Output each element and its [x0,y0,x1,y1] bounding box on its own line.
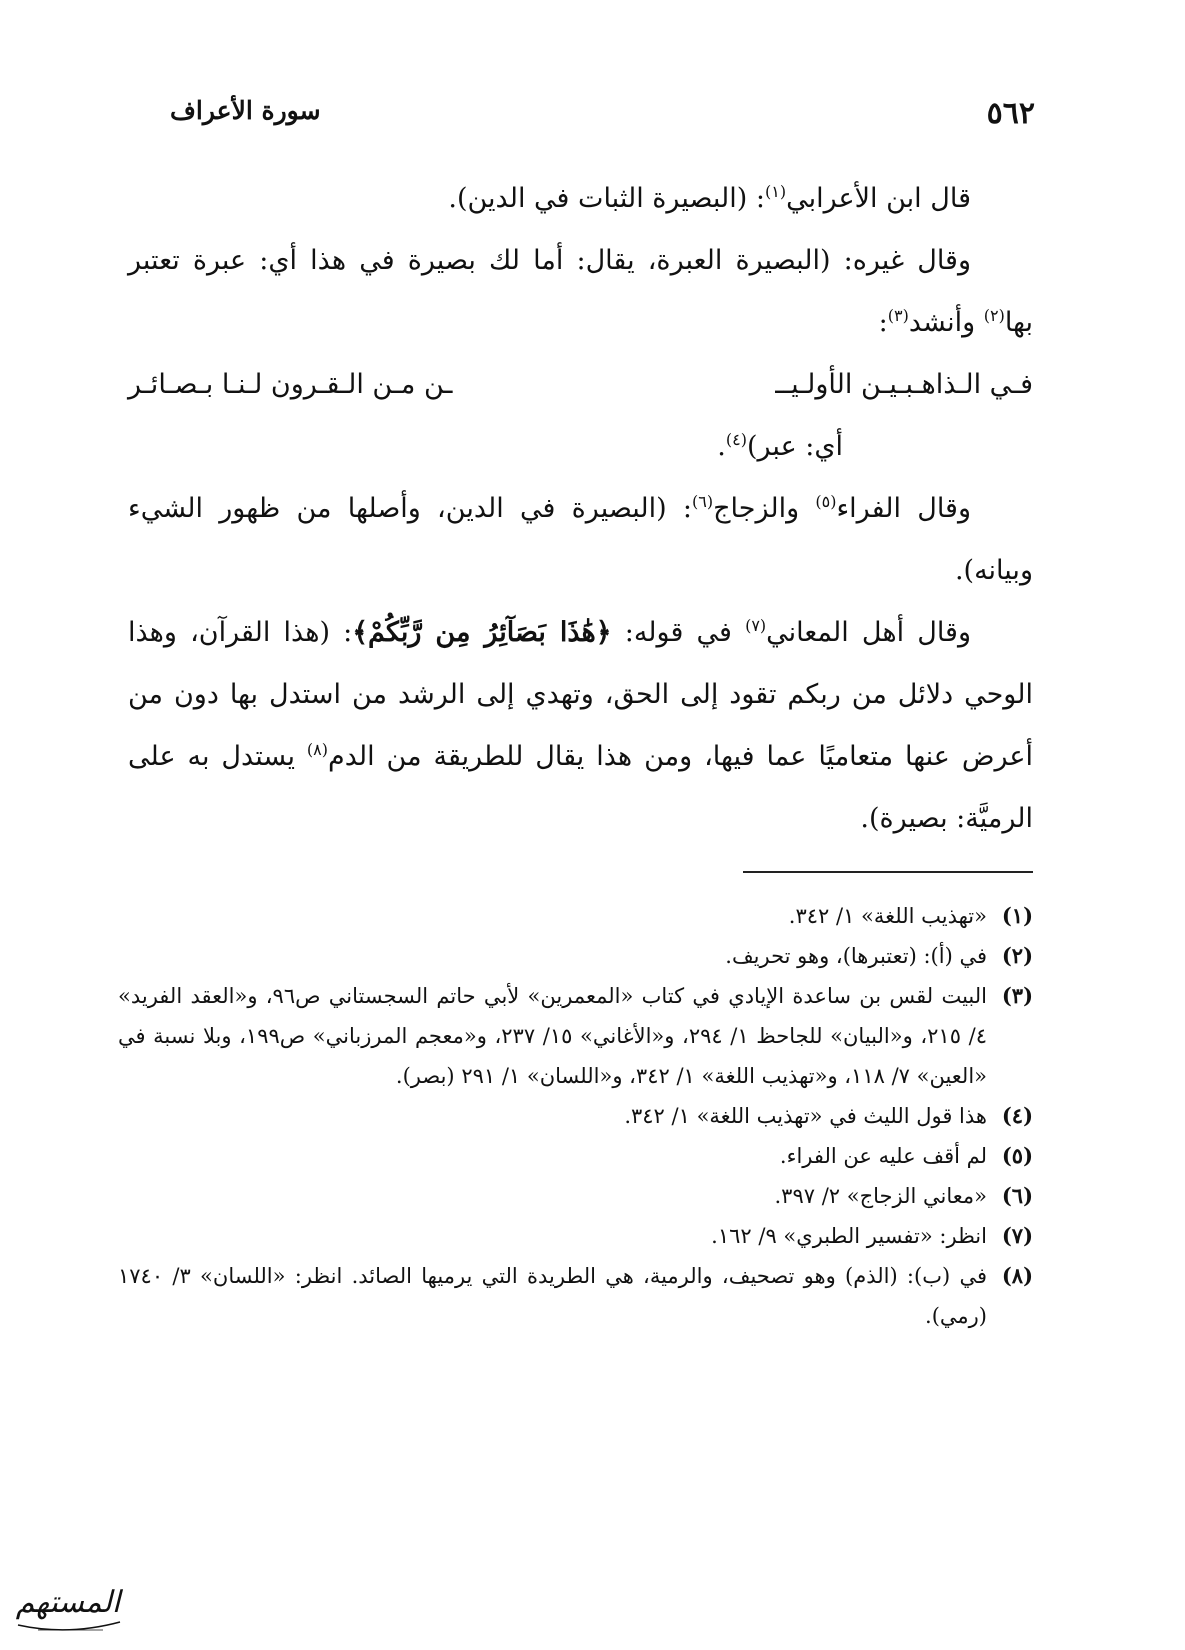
text-segment: والزجاج [713,493,816,524]
footnote-number: (٢) [1001,943,1033,968]
text-segment: قال ابن الأعرابي [786,183,971,214]
footnote-ref: (٥) [815,492,837,511]
calligraphy-logo [8,1570,128,1640]
footnote-text: لم أقف عليه عن الفراء. [779,1144,987,1168]
paragraph-3 [128,478,1033,602]
page-header [150,96,1035,136]
footnote-ref: (٨) [306,740,328,759]
page-number: ٥٦٢ [986,96,1035,131]
footnote-ref: (٢) [983,306,1005,325]
text-segment: . [717,431,726,462]
text-segment: في قوله: [611,617,746,648]
quran-verse: ﴿هَٰذَا بَصَآئِرُ مِن رَّبِّكُمْ﴾ [352,617,612,648]
paragraph-4 [128,602,1033,850]
text-segment: وقال الفراء [836,493,971,524]
text-segment: يستدل به على الرميَّة: بصيرة). [128,741,1033,834]
footnote-2 [118,936,1033,976]
footnote-number: (٦) [1001,1183,1033,1208]
footnote-number: (٣) [1001,983,1033,1008]
footnote-number: (٤) [1001,1103,1033,1128]
footnotes [118,896,1033,1336]
footnote-1 [118,896,1033,936]
footnote-6 [118,1176,1033,1216]
text-segment: : [878,307,888,338]
paragraph-2 [128,230,1033,354]
footnote-ref: (٣) [887,306,909,325]
surah-title: سورة الأعراف [170,96,321,125]
text-segment: وقال أهل المعاني [766,617,971,648]
footnote-number: (٥) [1001,1143,1033,1168]
text-segment: : (البصيرة في الدين، وأصلها من ظهور الشيء وبيانه). [128,493,1033,586]
footnote-3 [118,976,1033,1096]
footnote-5 [118,1136,1033,1176]
footnote-number: (٨) [1001,1263,1033,1288]
footnote-4 [118,1096,1033,1136]
footnote-ref: (٧) [745,616,767,635]
footnote-text: في (ب): (الذم) وهو تصحيف، والرمية، هي الطريدة التي يرميها الصائد. انظر: «اللسان» ٣/ ١٧٤٠ (رمي). [118,1264,987,1328]
footnote-text: البيت لقس بن ساعدة الإيادي في كتاب «المعمرين» لأبي حاتم السجستاني ص٩٦، و«العقد الفريد» ٤/ ٢١٥، و«البيان» للجاحظ ١/ ٢٩٤، و«الأغاني» ١٥/ ٢٣٧، و«معجم المرزباني» ص١٩٩، وبلا نسبة في «العين» ٧/ ١١٨، و«تهذيب اللغة» ١/ ٣٤٢، و«اللسان» ١/ ٢٩١ (بصر). [118,984,988,1088]
footnote-text: هذا قول الليث في «تهذيب اللغة» ١/ ٣٤٢. [624,1104,987,1128]
verse-hemistich-2: ـن مـن الـقـرون لـنـا بـصـائـر [128,369,453,400]
verse-explanation [128,416,1033,478]
footnote-ref: (١) [764,182,787,201]
footnote-text: «معاني الزجاج» ٢/ ٣٩٧. [774,1184,987,1208]
footnote-7 [118,1216,1033,1256]
footnote-text: «تهذيب اللغة» ١/ ٣٤٢. [788,904,987,928]
text-segment: : (البصيرة الثبات في الدين). [448,183,765,214]
text-segment: : (هذا القرآن، وهذا الوحي دلائل من ربكم تقود إلى الحق، وتهدي إلى الرشد من استدل بها دون من أعرض عنها متعاميًا عما فيها، ومن هذا يقال للطريقة من الدم [128,617,1033,772]
footnote-divider [743,871,1033,873]
verse-hemistich-1: فـي الـذاهـبـيـن الأولـيــ [775,369,1033,400]
logo-text: المستهم [15,1585,121,1620]
paragraph-1 [128,168,1033,230]
footnote-ref: (٦) [692,492,714,511]
footnote-8 [118,1256,1033,1336]
footnote-text: انظر: «تفسير الطبري» ٩/ ١٦٢. [711,1224,987,1248]
text-segment: وأنشد [908,307,984,338]
footnote-number: (١) [1001,903,1033,928]
footnote-number: (٧) [1001,1223,1033,1248]
main-text [128,168,1033,850]
text-segment: أي: عبر) [746,431,843,462]
footnote-text: في (أ): (تعتبرها)، وهو تحريف. [725,944,987,968]
poetry-verse [128,354,1033,416]
text-segment: وقال غيره: (البصيرة العبرة، يقال: أما لك بصيرة في هذا أي: عبرة تعتبر بها [128,245,1033,338]
footnote-ref: (٤) [725,430,747,449]
